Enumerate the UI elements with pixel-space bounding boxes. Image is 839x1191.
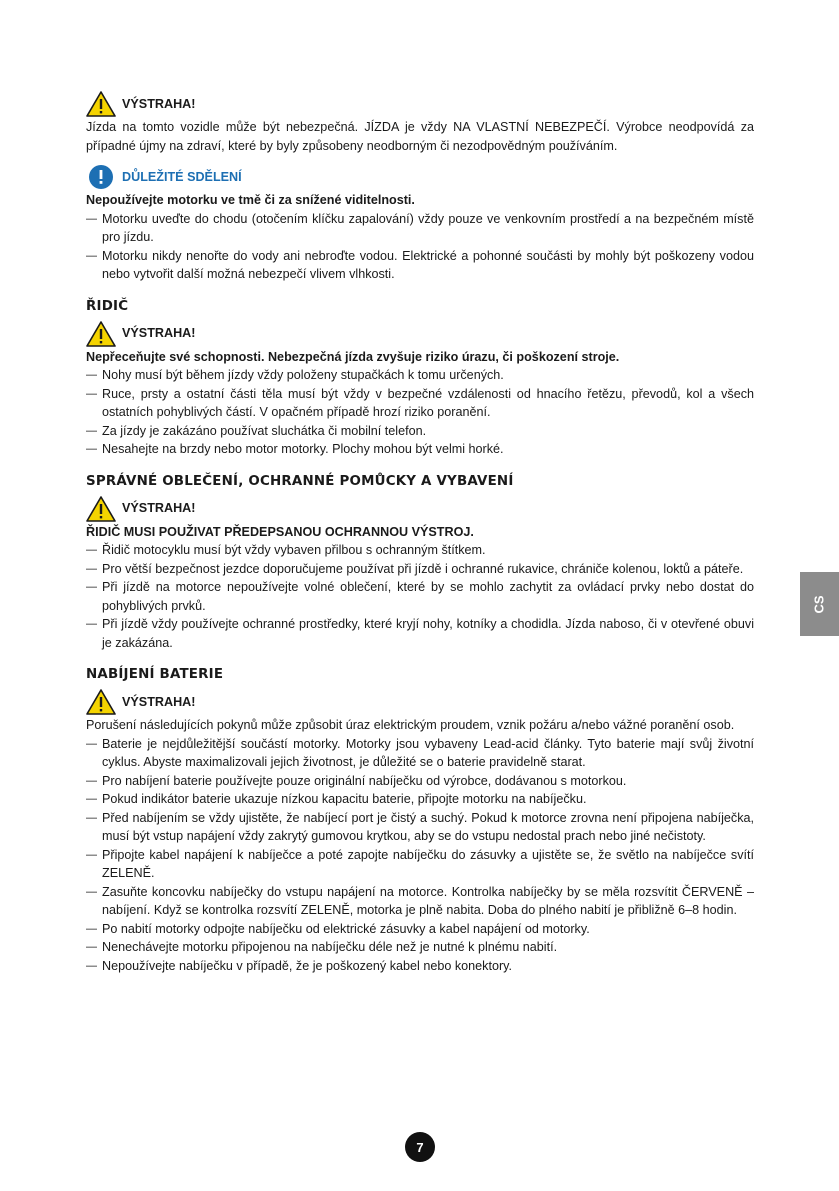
warning-triangle-icon: [86, 689, 116, 715]
list-item: — Před nabíjením se vždy ujistěte, že nabíjecí port je čistý a suchý. Pokud k motorce zrovna není připojena nabíječka, musí být vstup napájení vždy zakrytý gumovou krytkou, aby se do vstupu nedostal prach nebo jiné nečistoty.: [86, 809, 754, 846]
charging-section-title: NABÍJENÍ BATERIE: [86, 667, 224, 682]
warning-triangle-icon: [86, 321, 116, 347]
list-item: — Po nabití motorky odpojte nabíječku od elektrické zásuvky a kabel napájení od motorky.: [86, 920, 754, 939]
clothing-section-title: SPRÁVNÉ OBLEČENÍ, OCHRANNÉ POMŮCKY A VYBAVENÍ: [86, 473, 514, 489]
list-item: — Pokud indikátor baterie ukazuje nízkou kapacitu baterie, připojte motorku na nabíječku.: [86, 790, 754, 809]
warning-label: VÝSTRAHA!: [122, 501, 196, 516]
charging-warning-header: [86, 688, 754, 716]
list-item: — Ruce, prsty a ostatní části těla musí být vždy v bezpečné vzdálenosti od hnacího řetězu, převodů, kol a všech ostatních pohyblivých částí. V opačném případě hrozí riziko poranění.: [86, 385, 754, 422]
list-item: — Baterie je nejdůležitější součástí motorky. Motorky jsou vybaveny Lead-acid články. Tyto baterie mají svůj životní cyklus. Abyste maximalizovali jejich životnost, je důležité se o baterie pravidelně starat.: [86, 735, 754, 772]
list-item: — Nohy musí být během jízdy vždy položeny stupačkách k tomu určených.: [86, 366, 754, 385]
list-item: — Připojte kabel napájení k nabíječce a poté zapojte nabíječku do zásuvky a ujistěte se, že světlo na nabíječce svítí ZELENĚ.: [86, 846, 754, 883]
list-item: — Nesahejte na brzdy nebo motor motorky. Plochy mohou být velmi horké.: [86, 440, 754, 459]
important-notice-label: DŮLEŽITÉ SDĚLENÍ: [122, 169, 242, 184]
list-item: — Pro nabíjení baterie používejte pouze originální nabíječku od výrobce, dodávanou s motorkou.: [86, 772, 754, 791]
list-item: — Při jízdě vždy používejte ochranné prostředky, které kryjí nohy, kotníky a chodidla. Jízda naboso, či v otevřené obuvi je zakázána.: [86, 615, 754, 652]
intro-warning-text: Jízda na tomto vozidle může být nebezpečná. JÍZDA je vždy NA VLASTNÍ NEBEZPEČÍ. Výrobce neodpovídá za případné újmy na zdraví, které by byly způsobeny neodborným či nezodpovědným používáním.: [86, 120, 754, 153]
important-notice-heading: Nepoužívejte motorku ve tmě či za snížené viditelnosti.: [86, 193, 415, 207]
important-notice-list: [86, 210, 754, 284]
warning-triangle-icon: [86, 91, 116, 117]
warning-triangle-icon: [86, 496, 116, 522]
rider-heading: Nepřeceňujte své schopnosti. Nebezpečná jízda zvyšuje riziko úrazu, či poškození stroje.: [86, 349, 620, 364]
charging-list: [86, 735, 754, 976]
warning-label: VÝSTRAHA!: [122, 326, 196, 341]
clothing-list: [86, 541, 754, 652]
warning-label: VÝSTRAHA!: [122, 96, 196, 111]
clothing-heading: ŘIDIČ MUSI POUŽIVAT PŘEDEPSANOU OCHRANNOU VÝSTROJ.: [86, 524, 474, 539]
intro-warning-header: [86, 90, 754, 118]
rider-warning-header: [86, 320, 754, 348]
list-item: — Nepoužívejte nabíječku v případě, že je poškozený kabel nebo konektory.: [86, 957, 754, 976]
list-item: — Zasuňte koncovku nabíječky do vstupu napájení na motorce. Kontrolka nabíječky by se měla rozsvítit ČERVENĚ – nabíjení. Když se kontrolka rozsvítí ZELENĚ, motorka je plně nabita. Doba do plného nabití je přibližně 6–8 hodin.: [86, 883, 754, 920]
rider-section-title: ŘIDIČ: [86, 298, 129, 314]
list-item: — Řidič motocyklu musí být vždy vybaven přilbou s ochranným štítkem.: [86, 541, 754, 560]
list-item: — Motorku nikdy nenořte do vody ani nebroďte vodou. Elektrické a pohonné součásti by mohly být poškozeny vodou nebo vytvořit další možná nebezpečí vlivem vlhkosti.: [86, 247, 754, 284]
important-notice-header: [86, 163, 754, 191]
rider-list: [86, 366, 754, 459]
list-item: — Nenechávejte motorku připojenou na nabíječku déle než je nutné k plnému nabití.: [86, 938, 754, 957]
charging-intro: Porušení následujících pokynů může způsobit úraz elektrickým proudem, vznik požáru a/nebo vážné poranění osob.: [86, 718, 735, 732]
info-exclamation-icon: [86, 164, 116, 190]
document-body: [86, 90, 754, 975]
list-item: — Pro větší bezpečnost jezdce doporučujeme používat při jízdě i ochranné rukavice, chrániče kolenou, loktů a páteře.: [86, 560, 754, 579]
language-tab-label: CS: [812, 594, 827, 614]
page-number: 7: [405, 1132, 435, 1162]
clothing-warning-header: [86, 495, 754, 523]
list-item: — Za jízdy je zakázáno používat sluchátka či mobilní telefon.: [86, 422, 754, 441]
language-tab: [800, 572, 839, 636]
warning-label: VÝSTRAHA!: [122, 694, 196, 709]
list-item: — Při jízdě na motorce nepoužívejte volné oblečení, které by se mohlo zachytit za ovládací prvky nebo dostat do pohyblivých prvků.: [86, 578, 754, 615]
list-item: — Motorku uveďte do chodu (otočením klíčku zapalování) vždy pouze ve venkovním prostředí a na bezpečném místě pro jízdu.: [86, 210, 754, 247]
